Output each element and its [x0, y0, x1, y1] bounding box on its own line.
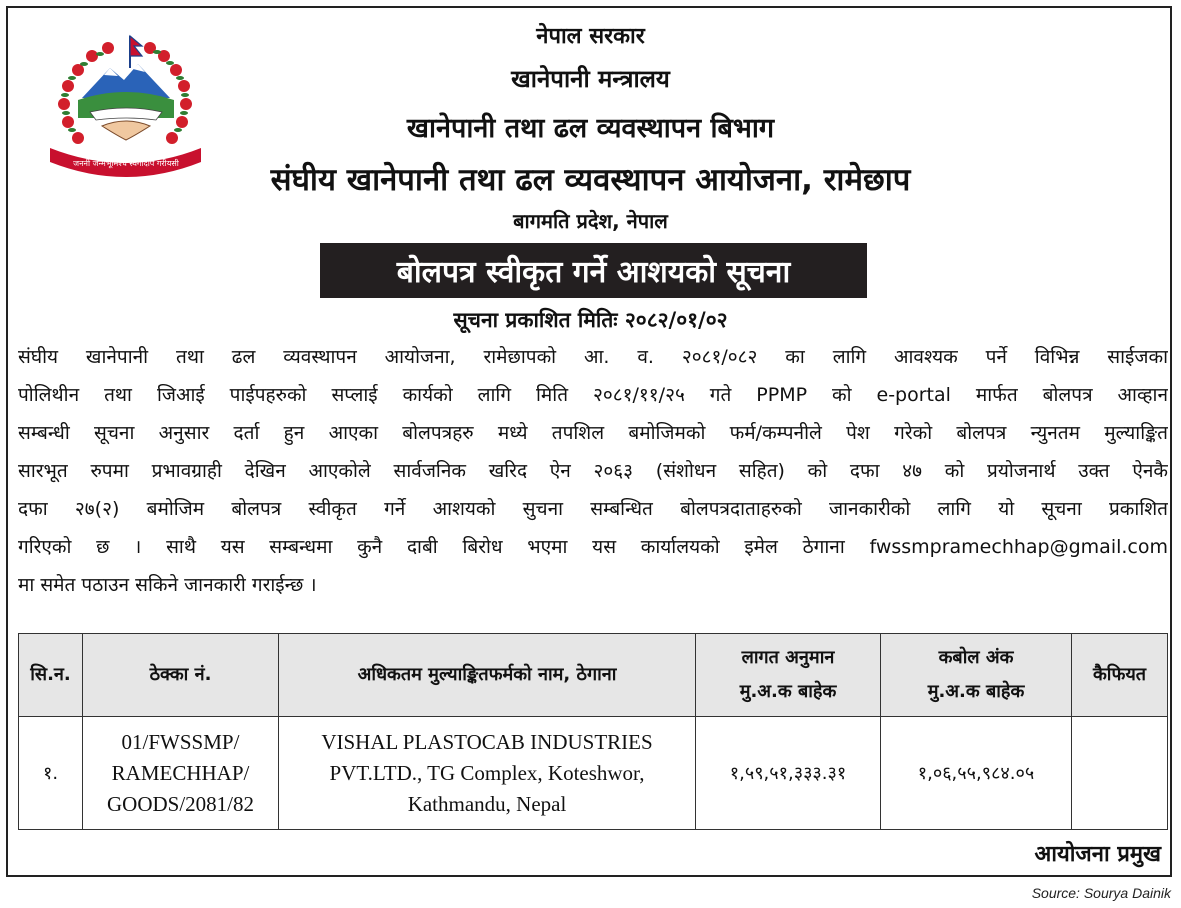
notice-title: बोलपत्र स्वीकृत गर्ने आशयको सूचना — [396, 255, 791, 290]
col-header-sn: सि.न. — [19, 634, 83, 717]
body-line: गरिएको छ । साथै यस सम्बन्धमा कुनै दाबी बिरोध भएमा यस कार्यालयको इमेल ठेगाना fwssmpramechhap@gmail.com — [18, 536, 1168, 558]
cell-remarks — [1072, 717, 1168, 830]
col-header-bid-line1: कबोल अंक — [938, 647, 1014, 668]
header-government: नेपाल सरकार — [536, 24, 645, 49]
cell-firm — [279, 717, 696, 830]
cell-sn: १. — [19, 717, 83, 830]
body-line: दफा २७(२) बमोजिम बोलपत्र स्वीकृत गर्ने आशयको सुचना सम्बन्धित बोलपत्रदाताहरुको जानकारीको लागि यो सूचना प्रकाशित — [18, 498, 1168, 520]
cell-contract-no — [83, 717, 279, 830]
header-project: संघीय खानेपानी तथा ढल व्यवस्थापन आयोजना, रामेछाप — [270, 162, 911, 198]
firm-line3: Kathmandu, Nepal — [407, 791, 567, 816]
contract-no-line3: GOODS/2081/82 — [106, 791, 254, 816]
body-line: सम्बन्धी सूचना अनुसार दर्ता हुन आएका बोलपत्रहरु मध्ये तपशिल बमोजिमको फर्म/कम्पनीले पेश गरेको बोलपत्र न्युनतम मुल्याङ्कित — [18, 422, 1168, 444]
firm-line1: VISHAL PLASTOCAB INDUSTRIES — [321, 729, 653, 754]
contract-no-line1: 01/FWSSMP/ — [121, 729, 240, 754]
cell-bid: १,०६,५५,९८४.०५ — [881, 717, 1072, 830]
award-table — [18, 633, 1168, 830]
col-header-bid-line2: मु.अ.क बाहेक — [927, 681, 1025, 702]
header-ministry: खानेपानी मन्त्रालय — [511, 65, 670, 93]
table-row — [19, 717, 1168, 830]
header-province: बागमति प्रदेश, नेपाल — [513, 209, 668, 233]
notice-title-banner — [320, 243, 867, 298]
contract-no-line2: RAMECHHAP/ — [111, 760, 250, 785]
notice-body — [18, 338, 1168, 604]
col-header-firm: अधिकतम मुल्याङ्कितफर्मको नाम, ठेगाना — [279, 634, 696, 717]
col-header-bid — [881, 634, 1072, 717]
header-department: खानेपानी तथा ढल व्यवस्थापन बिभाग — [406, 113, 775, 144]
col-header-estimate-line1: लागत अनुमान — [741, 647, 835, 668]
emblem-motto: जननी जन्मभूमिश्च स्वर्गादपि गरीयसी — [73, 159, 179, 168]
body-line: संघीय खानेपानी तथा ढल व्यवस्थापन आयोजना, रामेछापको आ. व. २०८१/०८२ का लागि आवश्यक पर्ने विभिन्न साईजका — [18, 346, 1168, 368]
body-line: सारभूत रुपमा प्रभावग्राही देखिन आएकोले सार्वजनिक खरिद ऐन २०६३ (संशोधन सहित) को दफा ४७ को प्रयोजनार्थ उक्त ऐनकै — [18, 460, 1168, 482]
body-line: मा समेत पठाउन सकिने जानकारी गराईन्छ । — [18, 574, 317, 596]
cell-estimate: १,५९,५१,३३३.३१ — [696, 717, 881, 830]
table-header-row — [19, 634, 1168, 717]
source-credit: Source: Sourya Dainik — [1031, 885, 1171, 901]
col-header-estimate-line2: मु.अ.क बाहेक — [739, 681, 837, 702]
signatory-title: आयोजना प्रमुख — [1034, 842, 1161, 867]
published-date: सूचना प्रकाशित मितिः २०८२/०१/०२ — [453, 308, 728, 332]
col-header-remarks: कैफियत — [1072, 634, 1168, 717]
firm-line2: PVT.LTD., TG Complex, Koteshwor, — [329, 760, 645, 785]
col-header-contract-no: ठेक्का नं. — [83, 634, 279, 717]
col-header-estimate — [696, 634, 881, 717]
body-line: पोलिथीन तथा जिआई पाईपहरुको सप्लाई कार्यको लागि मिति २०८१/११/२५ गते PPMP को e-portal मार्फत बोलपत्र आव्हान — [18, 384, 1168, 406]
